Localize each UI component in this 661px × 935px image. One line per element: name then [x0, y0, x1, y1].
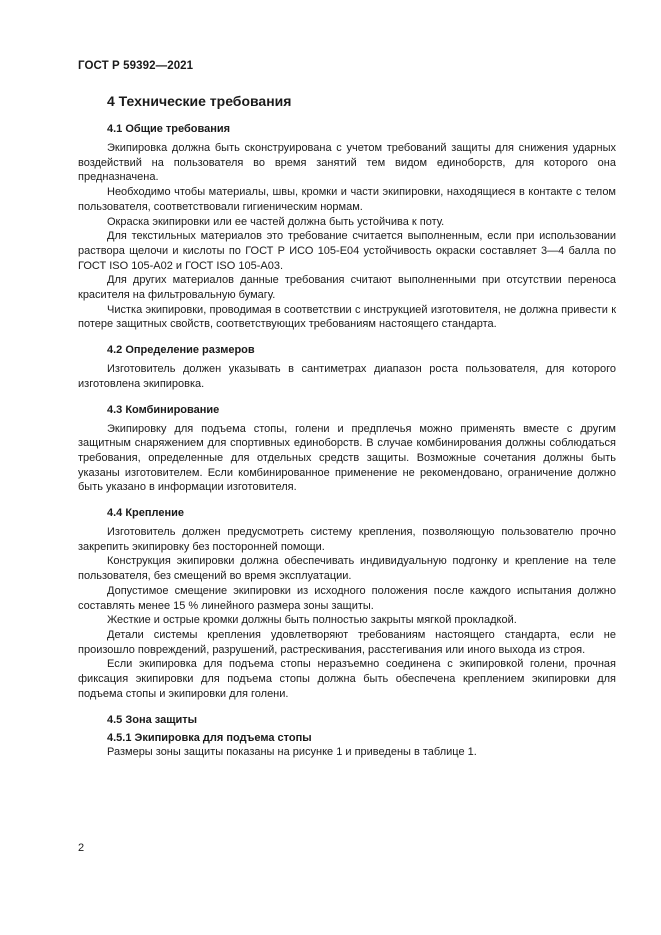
paragraph: Для текстильных материалов это требование считается выполненным, если при использовании раствора щелочи и кислоты по ГОСТ Р ИСО 105-Е04 устойчивость окраски составляет 3—4 балла по ГОСТ ISO 105-A02 и ГОСТ ISO 105-A03. — [78, 230, 616, 272]
section-title: 4 Технические требования — [107, 93, 292, 109]
paragraph: Окраска экипировки или ее частей должна быть устойчива к поту. — [107, 215, 445, 228]
paragraph: Изготовитель должен предусмотреть систему крепления, позволяющую пользователю прочно закрепить экипировку без посторонней помощи. — [78, 526, 616, 553]
paragraph: Экипировка должна быть сконструирована с учетом требований защиты для снижения ударных воздействий на пользователя во время занятий тем видом единоборств, для которого она предназначена. — [78, 142, 616, 184]
paragraph: Допустимое смещение экипировки из исходного положения после каждого испытания должно составлять менее 15 % линейного размера зоны защиты. — [78, 584, 616, 612]
paragraph: Изготовитель должен указывать в сантиметрах диапазон роста пользователя, для которого изготовлена экипировка. — [78, 363, 616, 390]
paragraph: Необходимо чтобы материалы, швы, кромки и части экипировки, находящиеся в контакте с телом пользователя, соответствовали гигиеническим нормам. — [78, 186, 616, 213]
subsection-title-4-2: 4.2 Определение размеров — [107, 344, 255, 357]
subsection-title-4-3: 4.3 Комбинирование — [107, 403, 220, 416]
subsection-title-4-1: 4.1 Общие требования — [107, 123, 231, 135]
document-header: ГОСТ Р 59392—2021 — [78, 60, 194, 72]
document-body — [78, 92, 616, 760]
paragraph: Детали системы крепления удовлетворяют требованиям настоящего стандарта, если не произошло повреждений, разрушений, растрескивания, расстегивания или иного выхода из строя. — [78, 628, 616, 656]
subsubsection-title-4-5-1: 4.5.1 Экипировка для подъема стопы — [107, 731, 312, 744]
paragraph: Для других материалов данные требования считают выполненными при отсутствии переноса красителя на фильтровальную бумагу. — [78, 274, 616, 302]
paragraph: Размеры зоны защиты показаны на рисунке 1 и приведены в таблице 1. — [107, 746, 477, 758]
subsection-title-4-4: 4.4 Крепление — [107, 507, 185, 520]
subsection-title-4-5: 4.5 Зона защиты — [107, 713, 198, 726]
paragraph: Конструкция экипировки должна обеспечивать индивидуальную подгонку и крепление на теле пользователя, без смещений во время эксплуатации. — [78, 555, 616, 583]
page-number: 2 — [78, 842, 85, 854]
paragraph: Экипировку для подъема стопы, голени и предплечья можно применять вместе с другим защитным снаряжением для спортивных единоборств. В случае комбинирования должны соблюдаться требования, определенные для отдельных средств защиты. Возможные сочетания должны быть указаны изготовителем. Если комбинированное применение не рекомендовано, ограничение должно быть указано в информации изготовителя. — [78, 422, 616, 494]
paragraph: Жесткие и острые кромки должны быть полностью закрыты мягкой прокладкой. — [107, 614, 517, 627]
paragraph: Если экипировка для подъема стопы неразъемно соединена с экипировкой голени, прочная фиксация экипировки для подъема стопы должна быть обеспечена креплением экипировки для подъема стопы и экипировки для голени. — [78, 658, 616, 700]
paragraph: Чистка экипировки, проводимая в соответствии с инструкцией изготовителя, не должна привести к потере защитных свойств, соответствующих требованиям настоящего стандарта. — [78, 303, 616, 331]
